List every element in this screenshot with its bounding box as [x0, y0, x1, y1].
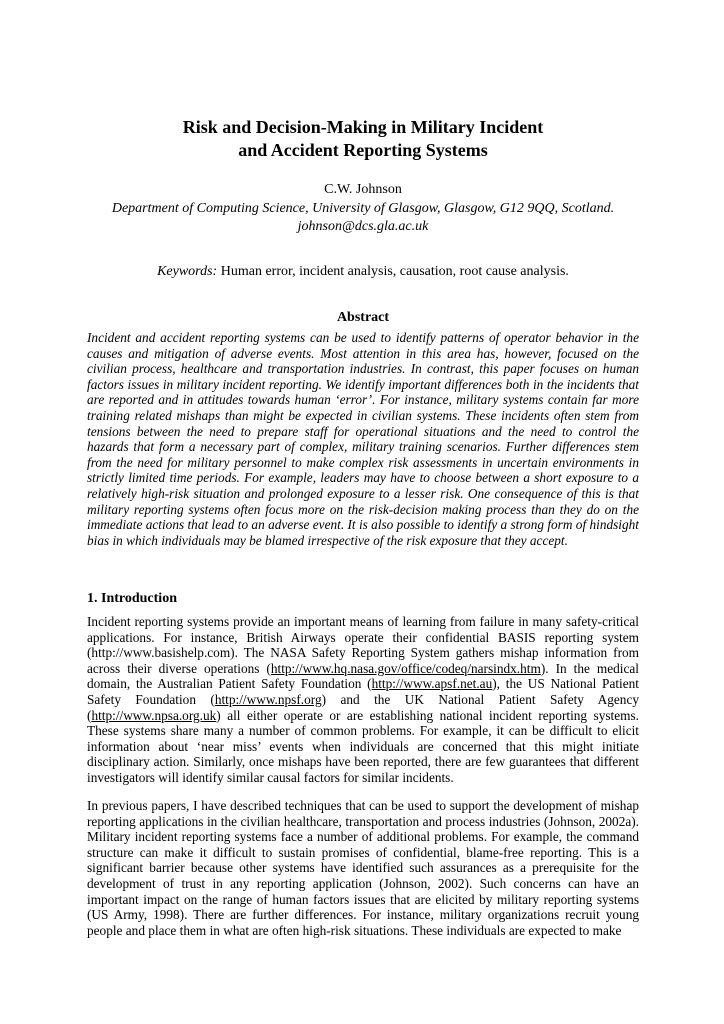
- paragraph-text: Incident reporting systems provide an important means of learning from failure in many safety-critical applications. For instance, British Airways operate their confidential BASIS reporting system (http://www.basishelp.com). The NASA Safety Reporting System gathers mishap information from across their diverse operations (: [87, 614, 639, 676]
- abstract-heading: Abstract: [336, 310, 390, 325]
- paragraph-text: ). In the medical domain, the Australian Patient Safety Foundation (: [87, 660, 639, 692]
- keywords-text: Human error, incident analysis, causation, root cause analysis.: [220, 264, 569, 279]
- author-email: johnson@dcs.gla.ac.uk: [297, 219, 429, 234]
- author-name: C.W. Johnson: [324, 182, 402, 197]
- keywords-line: [87, 262, 639, 281]
- title-line-2: and Accident Reporting Systems: [238, 140, 488, 160]
- nasa-link[interactable]: http://www.hq.nasa.gov/office/codeq/narsindx.htm: [270, 660, 541, 676]
- paper-title: [87, 116, 639, 162]
- author-affiliation: Department of Computing Science, University of Glasgow, Glasgow, G12 9QQ, Scotland.: [111, 201, 615, 216]
- introduction-paragraph-1: [87, 614, 639, 786]
- paragraph-text: ), the US National Patient Safety Foundation (: [87, 676, 639, 707]
- abstract-body: Incident and accident reporting systems can be used to identify patterns of operator behavior in the causes and mitigation of adverse events. Most attention in this area has, however, focused on the civilian process, healthcare and transportation industries. In contrast, this paper focuses on human factors issues in military incident reporting. We identify important differences both in the incidents that are reported and in attitudes towards human ‘error’. For instance, military systems contain far more training related mishaps than might be expected in civilian systems. These incidents often stem from tensions between the need to prepare staff for operational situations and the need to control the hazards that form a necessary part of complex, military training scenarios. Further differences stem from the need for military personnel to make complex risk assessments in uncertain environments in strictly limited time periods. For example, leaders may have to choose between a short exposure to a relatively high-risk situation and prolonged exposure to a lesser risk. One consequence of this is that military reporting systems often focus more on the risk-decision making process than they do on the immediate actions that lead to an adverse event. It is also possible to identify a strong form of hindsight bias in which individuals may be blamed irrespective of the risk exposure that they accept.: [87, 330, 639, 548]
- npsa-link[interactable]: http://www.npsa.org.uk: [91, 707, 217, 723]
- keywords-label: Keywords:: [157, 264, 218, 279]
- introduction-paragraph-2: In previous papers, I have described techniques that can be used to support the development of mishap reporting applications in the civilian healthcare, transportation and process industries (Johnson, 2002a). Military incident reporting systems face a number of additional problems. For example, the command structure can make it difficult to sustain promises of confidential, blame-free reporting. This is a significant barrier because other systems have identified such assurances as a prerequisite for the development of trust in any reporting application (Johnson, 2002). Such concerns can have an important impact on the range of human factors issues that are elicited by military reporting systems (US Army, 1998). There are further differences. For instance, military organizations recruit young people and place them in what are often high-risk situations. These individuals are expected to make: [87, 798, 639, 938]
- introduction-heading: 1. Introduction: [87, 591, 177, 606]
- paragraph-text: ) and the UK National Patient Safety Agency (: [87, 691, 639, 723]
- apsf-link[interactable]: http://www.apsf.net.au: [371, 676, 493, 692]
- npsf-link[interactable]: http://www.npsf.org: [214, 691, 322, 707]
- title-line-1: Risk and Decision-Making in Military Incident: [182, 117, 544, 137]
- paragraph-text: ) all either operate or are establishing national incident reporting systems. These systems share many a number of common problems. For example, it can be difficult to elicit information about ‘near miss’ events when individuals are concerned that this might initiate disciplinary action. Similarly, once mishaps have been reported, there are few guarantees that different investigators will identify similar causal factors for similar incidents.: [87, 707, 639, 785]
